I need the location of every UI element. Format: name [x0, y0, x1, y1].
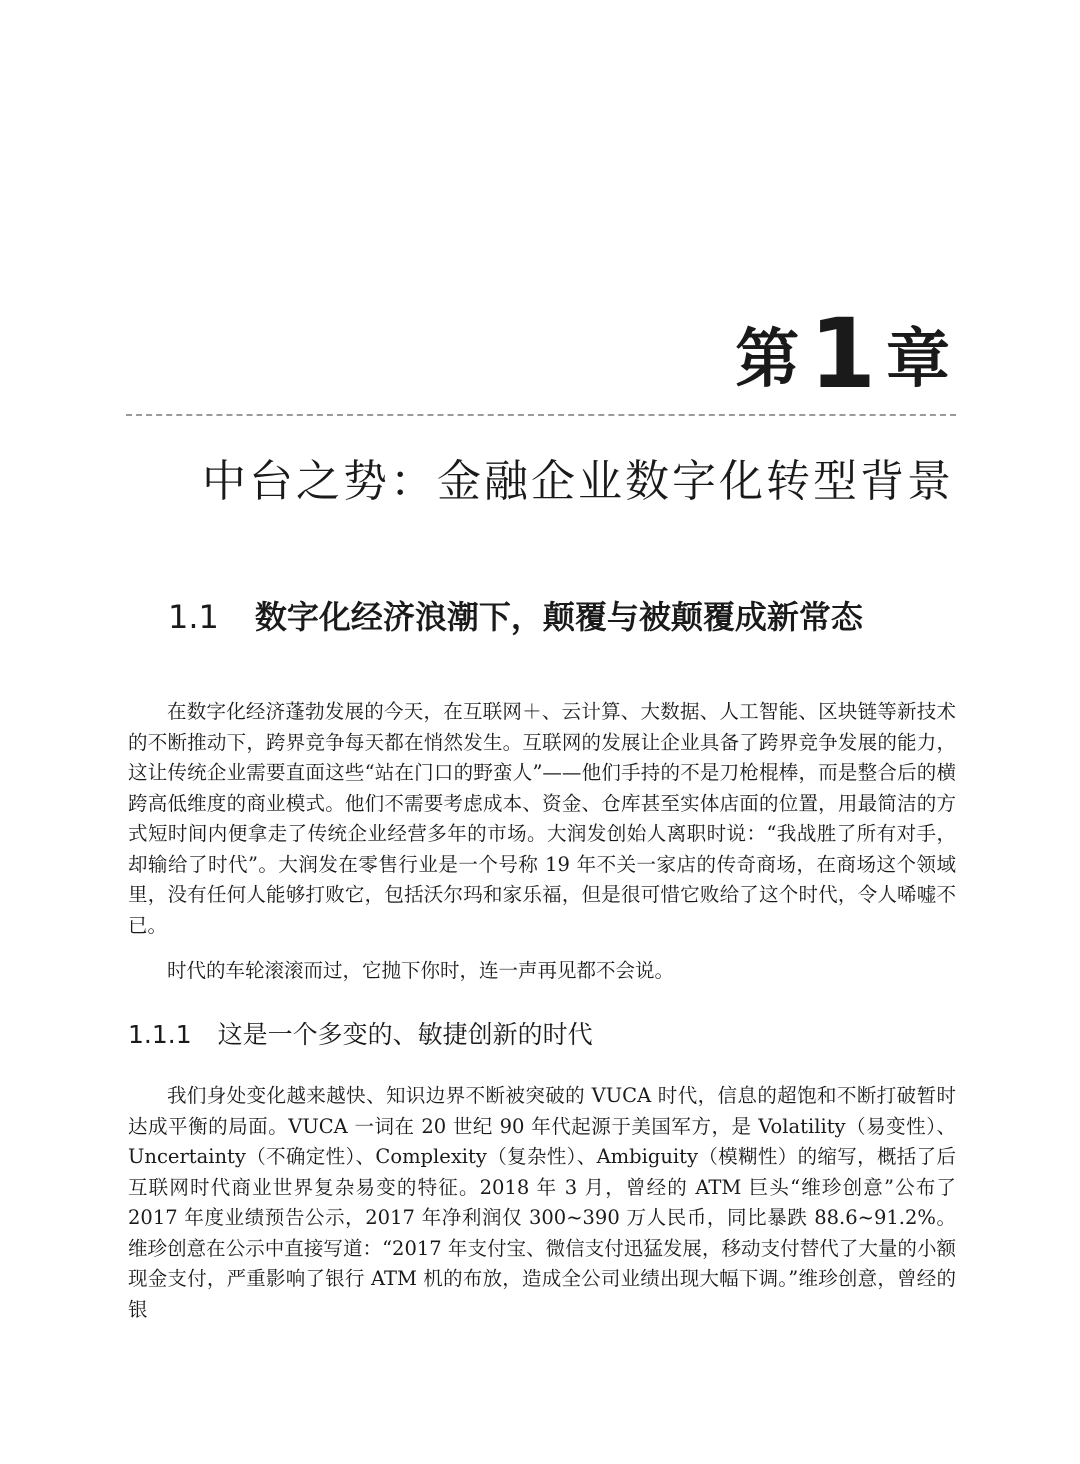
subsection-title: 这是一个多变的、敏捷创新的时代 [217, 1020, 593, 1049]
subsection-number: 1.1.1 [128, 1020, 192, 1049]
section-number: 1.1 [168, 598, 219, 636]
subsection-heading [128, 1020, 593, 1050]
chapter-divider [126, 414, 956, 416]
chapter-suffix: 章 [886, 323, 954, 397]
section-paragraph: 时代的车轮滚滚而过，它抛下你时，连一声再见都不会说。 [167, 959, 675, 982]
section-paragraph: 在数字化经济蓬勃发展的今天，在互联网＋、云计算、大数据、人工智能、区块链等新技术的不断推动下，跨界竞争每天都在悄然发生。互联网的发展让企业具备了跨界竞争发展的能力，这让传统企业需要直面这些“站在门口的野蛮人”——他们手持的不是刀枪棍棒，而是整合后的横跨高低维度的商业模式。他们不需要考虑成本、资金、仓库甚至实体店面的位置，用最简洁的方式短时间内便拿走了传统企业经营多年的市场。大润发创始人离职时说：“我战胜了所有对手，却输给了时代”。大润发在零售行业是一个号称 19 年不关一家店的传奇商场，在商场这个领域里，没有任何人能够打败它，包括沃尔玛和家乐福，但是很可惜它败给了这个时代，令人唏嘘不已。 [128, 700, 956, 937]
chapter-label [735, 298, 954, 410]
section-title: 数字化经济浪潮下，颠覆与被颠覆成新常态 [254, 598, 863, 636]
subsection-paragraph: 我们身处变化越来越快、知识边界不断被突破的 VUCA 时代，信息的超饱和不断打破暂时达成平衡的局面。VUCA 一词在 20 世纪 90 年代起源于美国军方，是 Volatility（易变性）、Uncertainty（不确定性）、Complexity（复杂性）、Ambiguity（模糊性）的缩写，概括了后互联网时代商业世界复杂易变的特征。2018 年 3 月，曾经的 ATM 巨头“维珍创意”公布了 2017 年度业绩预告公示，2017 年净利润仅 300~390 万人民币，同比暴跌 88.6~91.2%。维珍创意在公示中直接写道：“2017 年支付宝、微信支付迅猛发展，移动支付替代了大量的小额现金支付，严重影响了银行 ATM 机的布放，造成全公司业绩出现大幅下调。”维珍创意，曾经的银 [128, 1084, 956, 1321]
chapter-title: 中台之势：金融企业数字化转型背景 [202, 456, 954, 507]
chapter-prefix: 第 [735, 323, 804, 397]
section-heading [168, 598, 863, 636]
chapter-number: 1 [809, 298, 880, 410]
